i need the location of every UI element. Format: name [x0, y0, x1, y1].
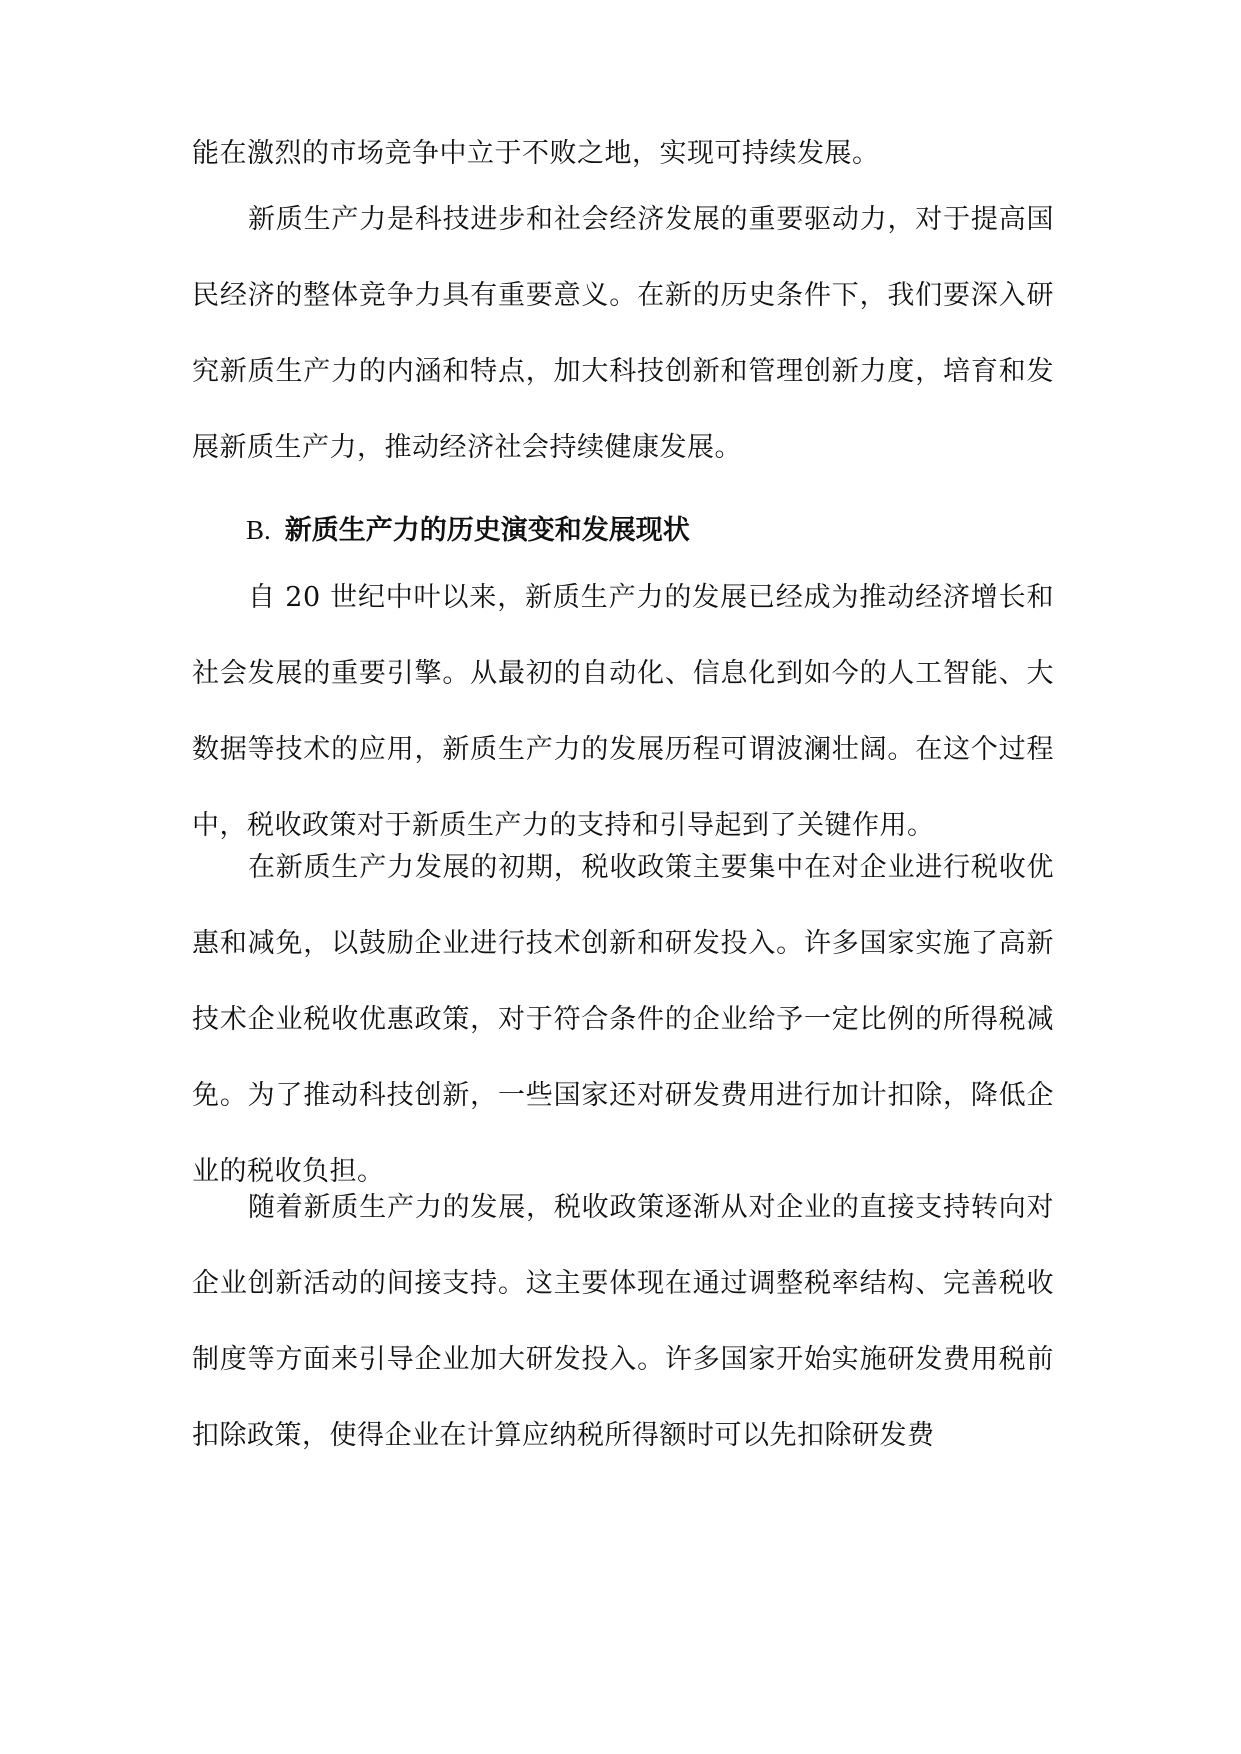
section-title: 新质生产力的历史演变和发展现状: [284, 515, 690, 546]
section-heading: [246, 510, 1054, 551]
paragraph-new-productivity-significance: 新质生产力是科技进步和社会经济发展的重要驱动力，对于提高国民经济的整体竞争力具有重要意义。在新的历史条件下，我们要深入研究新质生产力的内涵和特点，加大科技创新和管理创新力度，培育和发展新质生产力，推动经济社会持续健康发展。: [192, 204, 1054, 463]
paragraph-indirect-support: 随着新质生产力的发展，税收政策逐渐从对企业的直接支持转向对企业创新活动的间接支持。这主要体现在通过调整税率结构、完善税收制度等方面来引导企业加大研发投入。许多国家开始实施研发费用税前扣除政策，使得企业在计算应纳税所得额时可以先扣除研发费: [192, 1192, 1054, 1451]
paragraph-continuation: 能在激烈的市场竞争中立于不败之地，实现可持续发展。: [192, 138, 880, 169]
paragraph-historical-development: 自 20 世纪中叶以来，新质生产力的发展已经成为推动经济增长和社会发展的重要引擎。从最初的自动化、信息化到如今的人工智能、大数据等技术的应用，新质生产力的发展历程可谓波澜壮阔。在这个过程中，税收政策对于新质生产力的支持和引导起到了关键作用。: [192, 582, 1054, 841]
section-number: B.: [246, 515, 271, 545]
paragraph-early-tax-policy: 在新质生产力发展的初期，税收政策主要集中在对企业进行税收优惠和减免，以鼓励企业进行技术创新和研发投入。许多国家实施了高新技术企业税收优惠政策，对于符合条件的企业给予一定比例的所得税减免。为了推动科技创新，一些国家还对研发费用进行加计扣除，降低企业的税收负担。: [192, 852, 1054, 1187]
